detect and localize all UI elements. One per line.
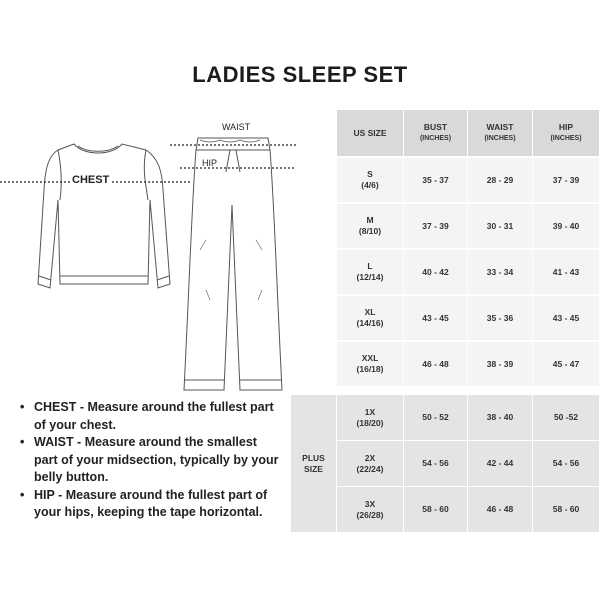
table-cell-hip: 58 - 60: [533, 487, 599, 532]
table-cell-bust: 54 - 56: [404, 441, 467, 486]
header-us-size: US SIZE: [337, 110, 403, 156]
measurement-instructions: [20, 399, 280, 522]
sleep-set-illustration: [0, 110, 300, 400]
table-cell-bust: 50 - 52: [404, 395, 467, 440]
table-cell-bust: 43 - 45: [404, 296, 467, 340]
table-row-size: L (12/14): [337, 250, 403, 294]
table-cell-bust: 46 - 48: [404, 342, 467, 386]
table-cell-waist: 38 - 39: [468, 342, 532, 386]
note-chest: • CHEST - Measure around the fullest part of your chest.: [20, 399, 280, 434]
plus-size-label: PLUS SIZE: [291, 395, 336, 532]
table-row-size: 2X (22/24): [337, 441, 403, 486]
note-hip: • HIP - Measure around the fullest part of your hips, keeping the tape horizontal.: [20, 487, 280, 522]
table-cell-hip: 50 -52: [533, 395, 599, 440]
page-title: LADIES SLEEP SET: [192, 62, 408, 87]
table-cell-waist: 28 - 29: [468, 158, 532, 202]
table-cell-hip: 43 - 45: [533, 296, 599, 340]
header-bust: BUST (INCHES): [404, 110, 467, 156]
table-cell-bust: 58 - 60: [404, 487, 467, 532]
table-cell-waist: 35 - 36: [468, 296, 532, 340]
table-cell-hip: 39 - 40: [533, 204, 599, 248]
table-row-size: XL (14/16): [337, 296, 403, 340]
long-sleeve-top-icon: [38, 144, 170, 288]
table-row-size: S (4/6): [337, 158, 403, 202]
table-row-size: XXL (16/18): [337, 342, 403, 386]
chest-label: CHEST: [72, 174, 110, 186]
table-row-size: M (8/10): [337, 204, 403, 248]
hip-label: HIP: [202, 158, 218, 168]
table-row-size: 3X (26/28): [337, 487, 403, 532]
pajama-pants-icon: [184, 138, 282, 390]
table-cell-bust: 37 - 39: [404, 204, 467, 248]
note-waist: • WAIST - Measure around the smallest part of your midsection, typically by your belly button.: [20, 434, 280, 487]
table-cell-waist: 42 - 44: [468, 441, 532, 486]
table-cell-waist: 33 - 34: [468, 250, 532, 294]
header-waist: WAIST (INCHES): [468, 110, 532, 156]
table-cell-waist: 46 - 48: [468, 487, 532, 532]
table-cell-hip: 54 - 56: [533, 441, 599, 486]
table-cell-bust: 40 - 42: [404, 250, 467, 294]
table-cell-hip: 45 - 47: [533, 342, 599, 386]
table-cell-bust: 35 - 37: [404, 158, 467, 202]
table-cell-waist: 38 - 40: [468, 395, 532, 440]
table-cell-hip: 37 - 39: [533, 158, 599, 202]
table-row-size: 1X (18/20): [337, 395, 403, 440]
waist-label: WAIST: [222, 122, 251, 132]
table-cell-hip: 41 - 43: [533, 250, 599, 294]
header-hip: HIP (INCHES): [533, 110, 599, 156]
table-cell-waist: 30 - 31: [468, 204, 532, 248]
